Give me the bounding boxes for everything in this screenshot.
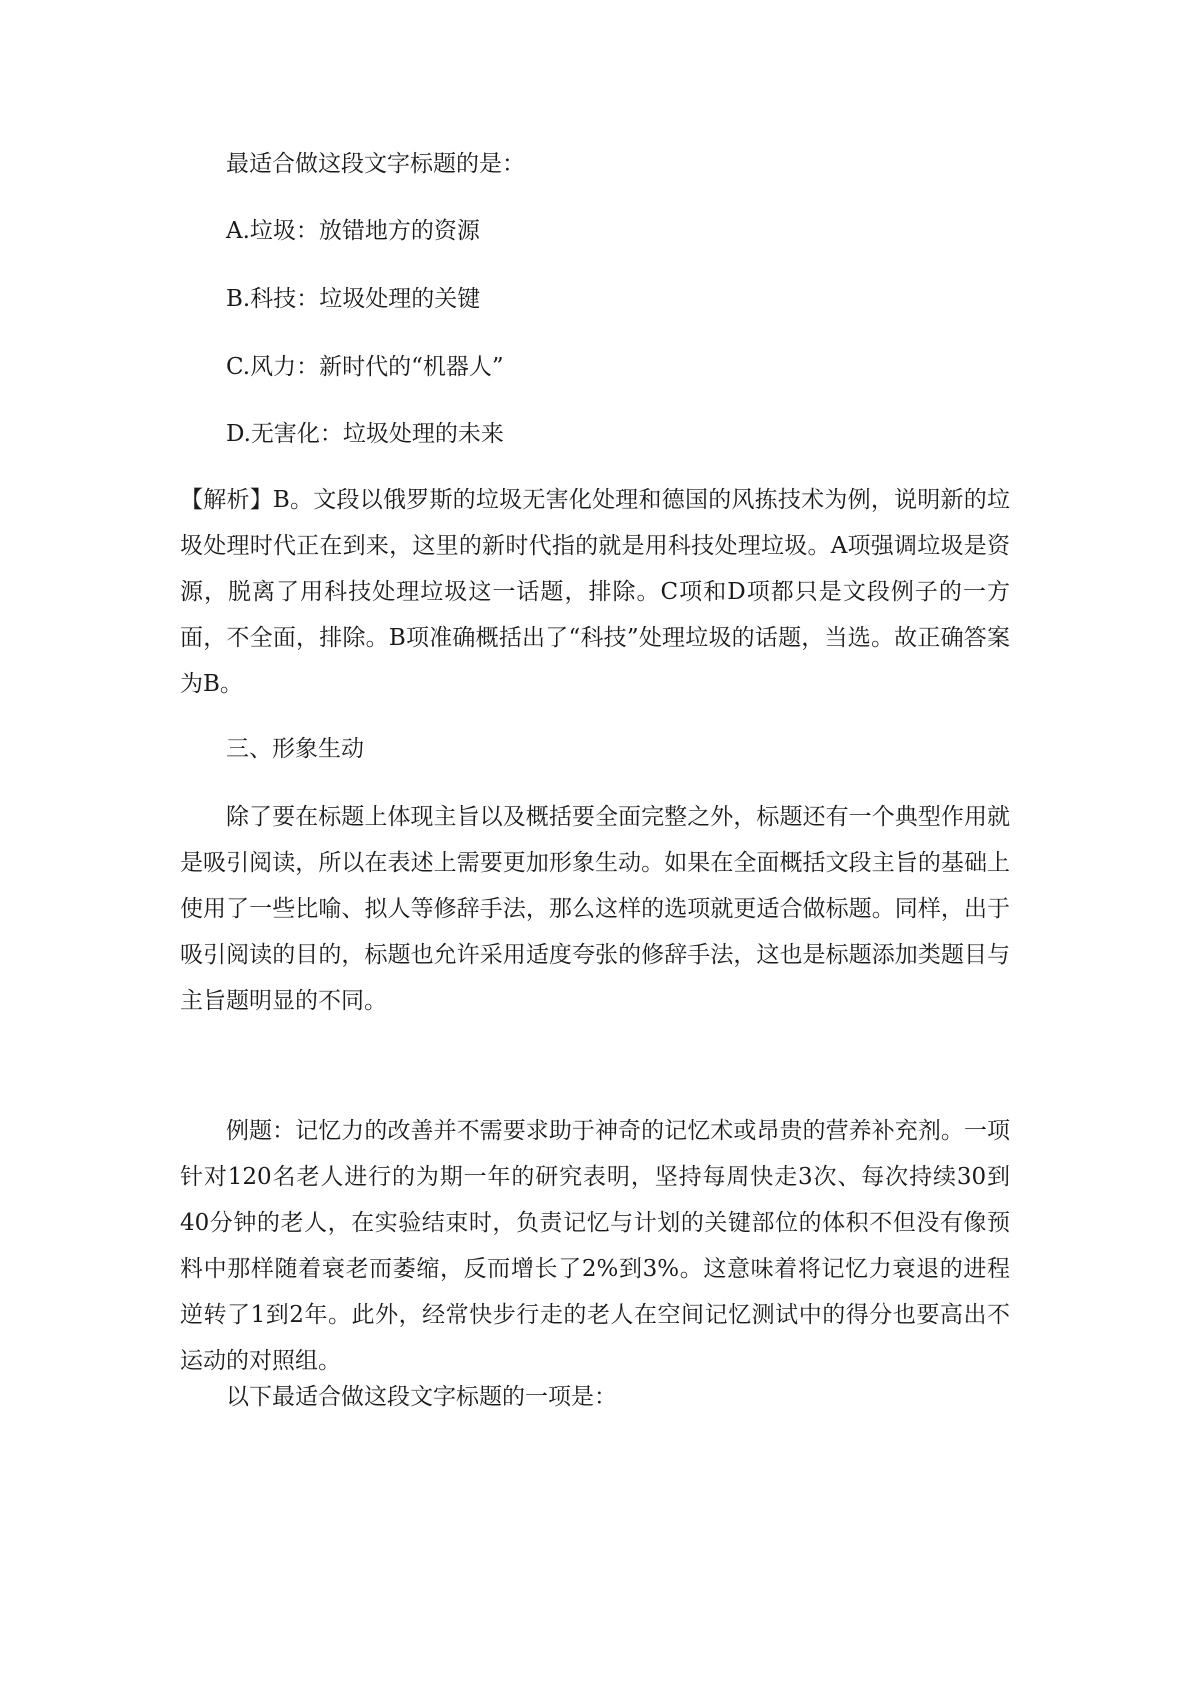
- example-paragraph: 例题：记忆力的改善并不需要求助于神奇的记忆术或昂贵的营养补充剂。一项针对120名老人进行的为期一年的研究表明，坚持每周快走3次、每次持续30到40分钟的老人，在实验结束时，负责记忆与计划的关键部位的体积不但没有像预料中那样随着衰老而萎缩，反而增长了2%到3%。这意味着将记忆力衰退的进程逆转了1到2年。此外，经常快步行走的老人在空间记忆测试中的得分也要高出不运动的对照组。: [180, 1118, 1010, 1374]
- section-body-paragraph: 除了要在标题上体现主旨以及概括要全面完整之外，标题还有一个典型作用就是吸引阅读，所以在表述上需要更加形象生动。如果在全面概括文段主旨的基础上使用了一些比喻、拟人等修辞手法，那么这样的选项就更适合做标题。同样，出于吸引阅读的目的，标题也允许采用适度夸张的修辞手法，这也是标题添加类题目与主旨题明显的不同。: [180, 804, 1010, 1014]
- option-a: A.垃圾：放错地方的资源: [226, 218, 480, 244]
- section-heading: 三、形象生动: [226, 736, 364, 762]
- option-b: B.科技：垃圾处理的关键: [226, 286, 481, 312]
- analysis-paragraph: 【解析】B。文段以俄罗斯的垃圾无害化处理和德国的风拣技术为例，说明新的垃圾处理时代正在到来，这里的新时代指的就是用科技处理垃圾。A项强调垃圾是资源，脱离了用科技处理垃圾这一话题，排除。C项和D项都只是文段例子的一方面，不全面，排除。B项准确概括出了“科技”处理垃圾的话题，当选。故正确答案为B。: [180, 487, 1010, 697]
- option-d: D.无害化：垃圾处理的未来: [226, 421, 504, 447]
- option-c: C.风力：新时代的“机器人”: [226, 354, 504, 380]
- question-prompt: 最适合做这段文字标题的是：: [226, 151, 525, 177]
- final-prompt: 以下最适合做这段文字标题的一项是：: [226, 1384, 617, 1410]
